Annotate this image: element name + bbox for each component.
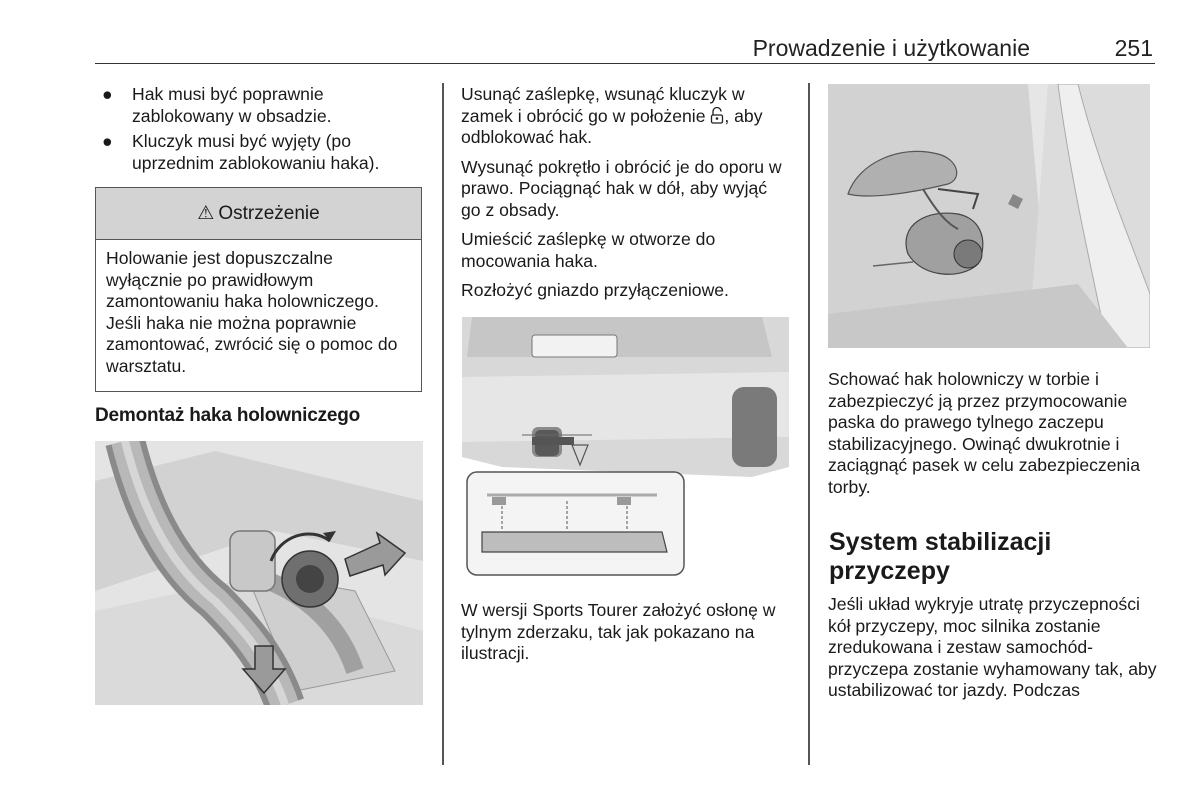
page-number: 251 (1114, 35, 1153, 61)
warning-text: Holowanie jest dopuszczalne wyłącznie po prawidłowym zamontowaniu haka holowniczego. Jeśli haka nie można poprawnie zamontować, zwrócić się o pomoc do warsztatu. (106, 248, 398, 376)
warning-title: Ostrzeżenie (218, 202, 320, 224)
paragraph: Jeśli układ wykryje utratę przyczepności kół przyczepy, moc silnika zostanie zredukowana i zestaw samochód-przyczepa zostanie wyhamowany tak, aby ustabilizować tor jazdy. Podczas (828, 594, 1157, 700)
paragraph: Rozłożyć gniazdo przyłączeniowe. (461, 280, 729, 300)
rear-bumper-cover-illustration (462, 317, 789, 582)
bullet-icon: ● (102, 131, 113, 151)
paragraph: Wysunąć pokrętło i obrócić je do oporu w prawo. Pociągnąć hak w dół, aby wyjąć go z obsady. (461, 156, 782, 220)
paragraph: W wersji Sports Tourer założyć osłonę w tylnym zderzaku, tak jak pokazano na ilustracji. (461, 600, 776, 663)
bullet-text: Hak musi być poprawnie zablokowany w obsadzie. (132, 84, 332, 126)
section-title: Prowadzenie i użytkowanie (752, 35, 1030, 61)
column-divider-right (808, 83, 810, 765)
paragraph (461, 84, 791, 149)
tow-hook-removal-illustration (95, 441, 423, 705)
paragraph: Umieścić zaślepkę w otworze do mocowania haka. (461, 229, 716, 271)
middle-column-lower (461, 600, 791, 673)
middle-column (461, 84, 791, 310)
tow-hook-bag-illustration (828, 84, 1150, 348)
open-lock-icon (710, 107, 724, 124)
page-header (95, 34, 1155, 64)
bullet-icon: ● (102, 84, 113, 104)
right-column (828, 369, 1158, 506)
right-column-lower (828, 594, 1158, 710)
paragraph-text: , aby odblokować hak. (461, 105, 763, 147)
section-subheading: Demontaż haka holowniczego (95, 405, 361, 426)
section-heading: System stabilizacji przyczepy (829, 528, 1052, 585)
paragraph: Schować hak holowniczy w torbie i zabezpieczyć ją przez przymocowanie paska do prawego tylnego zaczepu stabilizacyjnego. Owinąć dwukrotnie i zaciągnąć pasek w celu zabezpieczenia torby. (828, 369, 1140, 497)
warning-icon: ⚠ (197, 203, 215, 224)
left-column (95, 84, 425, 178)
column-divider-left (442, 83, 444, 765)
warning-box (95, 187, 422, 392)
paragraph-text: Usunąć zaślepkę, wsunąć kluczyk w zamek i obrócić go w położenie (461, 84, 745, 126)
bullet-text: Kluczyk musi być wyjęty (po uprzednim zablokowaniu haka). (132, 131, 380, 173)
list-item (95, 84, 425, 127)
warning-header (96, 188, 421, 240)
list-item (95, 131, 425, 174)
bullet-list (95, 84, 425, 174)
